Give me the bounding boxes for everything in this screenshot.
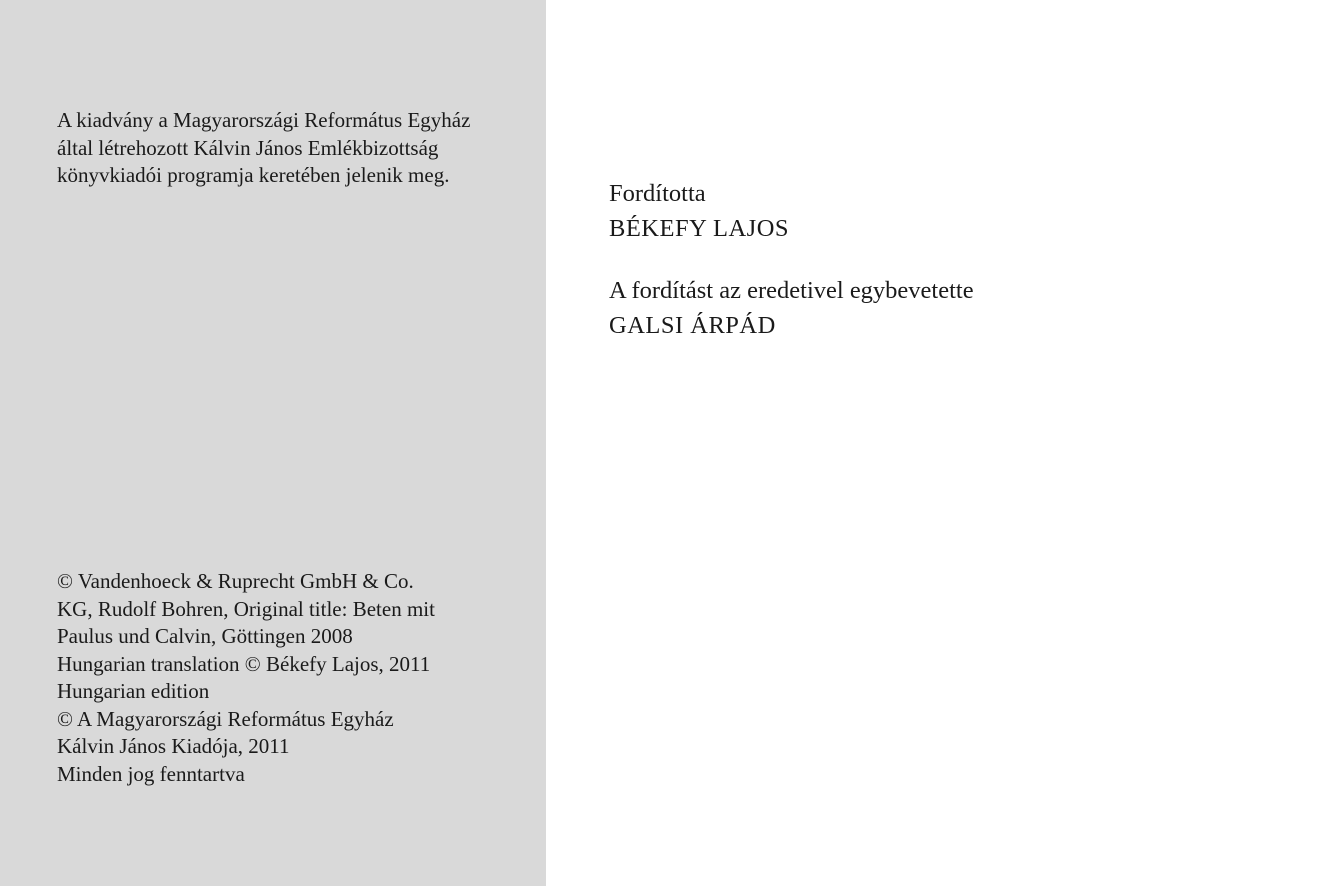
copyright-block: [57, 568, 527, 788]
copyright-line: Hungarian translation © Békefy Lajos, 2011: [57, 651, 431, 676]
reviewer-credit: [609, 273, 974, 343]
reviewer-role: A fordítást az eredetivel egybevetette: [609, 277, 974, 304]
translator-name: BÉKEFY LAJOS: [609, 215, 790, 242]
copyright-line: KG, Rudolf Bohren, Original title: Beten mit: [57, 596, 435, 621]
translator-role: Fordította: [609, 180, 706, 207]
publisher-note: [57, 107, 527, 190]
copyright-line: Paulus und Calvin, Göttingen 2008: [57, 624, 353, 648]
copyright-line: © A Magyarországi Református Egyház: [57, 706, 394, 731]
translator-credit: [609, 176, 789, 246]
copyright-line: Kálvin János Kiadója, 2011: [57, 734, 290, 758]
copyright-line: Minden jog fenntartva: [57, 761, 245, 786]
copyright-line: © Vandenhoeck & Ruprecht GmbH & Co.: [57, 569, 414, 593]
right-page: [546, 0, 1325, 886]
left-page: [0, 0, 546, 886]
publisher-note-line: A kiadvány a Magyarországi Református Egyház: [57, 108, 471, 132]
reviewer-name: GALSI ÁRPÁD: [609, 312, 776, 339]
copyright-line: Hungarian edition: [57, 679, 210, 703]
publisher-note-line: könyvkiadói programja keretében jelenik meg.: [57, 163, 450, 187]
publisher-note-line: által létrehozott Kálvin János Emlékbizottság: [57, 135, 439, 160]
